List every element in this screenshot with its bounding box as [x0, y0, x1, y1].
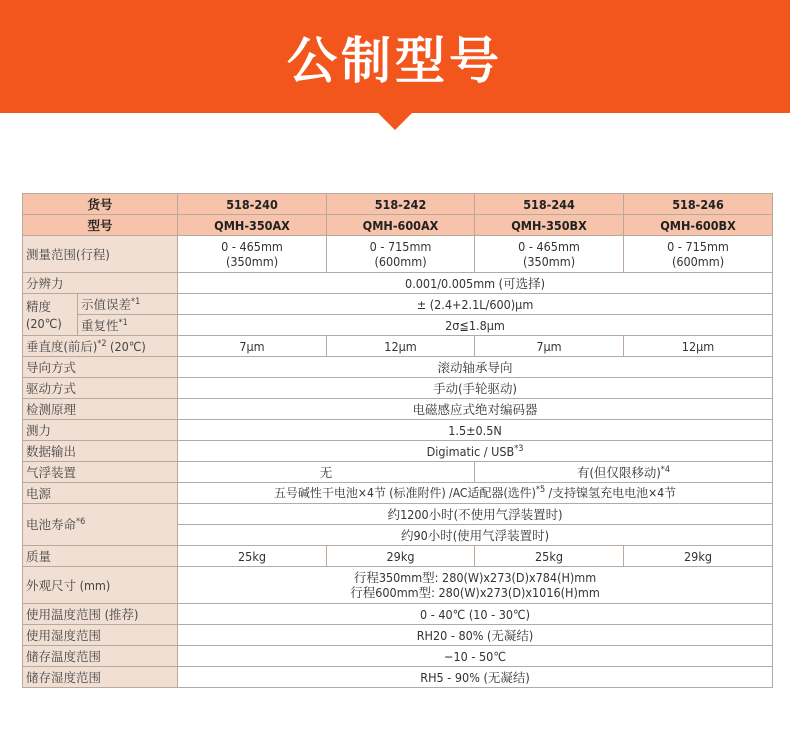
row-label: 气浮装置 — [23, 462, 178, 483]
table-row — [23, 215, 773, 236]
table-row — [23, 336, 773, 357]
table-row — [23, 567, 773, 604]
table-row — [23, 483, 773, 504]
header-banner — [0, 0, 790, 113]
value-cell: 行程350mm型: 280(W)x273(D)x784(H)mm 行程600mm型: 280(W)x273(D)x1016(H)mm — [178, 567, 773, 604]
table-row — [23, 462, 773, 483]
range-cell: 0 - 465mm (350mm) — [475, 236, 624, 273]
value-cell: 12μm — [624, 336, 773, 357]
accuracy-label: 精度 (20℃) — [23, 294, 78, 336]
table-row — [23, 315, 773, 336]
spec-table — [22, 193, 773, 688]
item-no-cell: 518-246 — [624, 194, 773, 215]
model-cell: QMH-600AX — [327, 215, 475, 236]
row-label: 分辨力 — [23, 273, 178, 294]
value-cell: ± (2.4+2.1L/600)μm — [178, 294, 773, 315]
value-cell: RH5 - 90% (无凝结) — [178, 667, 773, 688]
row-label: 测量范围(行程) — [23, 236, 178, 273]
row-label: 使用温度范围 (推荐) — [23, 604, 178, 625]
item-no-cell: 518-240 — [178, 194, 327, 215]
item-no-cell: 518-242 — [327, 194, 475, 215]
table-row — [23, 441, 773, 462]
value-cell: 约90小时(使用气浮装置时) — [178, 525, 773, 546]
value-cell: 25kg — [178, 546, 327, 567]
table-row — [23, 420, 773, 441]
model-cell: QMH-350AX — [178, 215, 327, 236]
table-row — [23, 236, 773, 273]
table-row — [23, 646, 773, 667]
row-label: 储存湿度范围 — [23, 667, 178, 688]
page-title: 公制型号 — [287, 31, 503, 90]
row-label: 测力 — [23, 420, 178, 441]
value-cell: 五号碱性干电池×4节 (标准附件) /AC适配器(选件)$^{*5}$ /支持镍氢充电电池×4节 — [178, 483, 773, 504]
value-cell: 0.001/0.005mm (可选择) — [178, 273, 773, 294]
model-cell: QMH-350BX — [475, 215, 624, 236]
row-label: 外观尺寸 (mm) — [23, 567, 178, 604]
value-cell: 无 — [178, 462, 475, 483]
row-label: 垂直度(前后)$^{*2}$ (20℃) — [23, 336, 178, 357]
value-cell: 7μm — [475, 336, 624, 357]
row-label: 质量 — [23, 546, 178, 567]
value-cell: 约1200小时(不使用气浮装置时) — [178, 504, 773, 525]
value-cell: 滚动轴承导向 — [178, 357, 773, 378]
value-cell: 手动(手轮驱动) — [178, 378, 773, 399]
table-row — [23, 504, 773, 525]
row-label: 型号 — [23, 215, 178, 236]
table-row — [23, 294, 773, 315]
value-cell: 2σ≦1.8μm — [178, 315, 773, 336]
range-cell: 0 - 465mm (350mm) — [178, 236, 327, 273]
value-cell: 7μm — [178, 336, 327, 357]
range-cell: 0 - 715mm (600mm) — [327, 236, 475, 273]
item-no-cell: 518-244 — [475, 194, 624, 215]
table-row — [23, 194, 773, 215]
banner-pointer — [377, 112, 413, 130]
range-cell: 0 - 715mm (600mm) — [624, 236, 773, 273]
table-row — [23, 604, 773, 625]
table-row — [23, 667, 773, 688]
table-row — [23, 625, 773, 646]
value-cell: 25kg — [475, 546, 624, 567]
table-row — [23, 273, 773, 294]
value-cell: 12μm — [327, 336, 475, 357]
value-cell: 29kg — [624, 546, 773, 567]
row-label: 示值误差$^{*1}$ — [78, 294, 178, 315]
table-row — [23, 378, 773, 399]
model-cell: QMH-600BX — [624, 215, 773, 236]
value-cell: 1.5±0.5N — [178, 420, 773, 441]
value-cell: 29kg — [327, 546, 475, 567]
row-label: 重复性$^{*1}$ — [78, 315, 178, 336]
value-cell: Digimatic / USB$^{*3}$ — [178, 441, 773, 462]
row-label: 电池寿命$^{*6}$ — [23, 504, 178, 546]
table-row — [23, 546, 773, 567]
row-label: 数据输出 — [23, 441, 178, 462]
row-label: 检测原理 — [23, 399, 178, 420]
value-cell: 有(但仅限移动)$^{*4}$ — [475, 462, 773, 483]
table-row — [23, 399, 773, 420]
row-label: 储存温度范围 — [23, 646, 178, 667]
row-label: 驱动方式 — [23, 378, 178, 399]
row-label: 使用湿度范围 — [23, 625, 178, 646]
value-cell: RH20 - 80% (无凝结) — [178, 625, 773, 646]
row-label: 货号 — [23, 194, 178, 215]
row-label: 导向方式 — [23, 357, 178, 378]
value-cell: 0 - 40℃ (10 - 30℃) — [178, 604, 773, 625]
value-cell: −10 - 50℃ — [178, 646, 773, 667]
table-row — [23, 357, 773, 378]
value-cell: 电磁感应式绝对编码器 — [178, 399, 773, 420]
row-label: 电源 — [23, 483, 178, 504]
